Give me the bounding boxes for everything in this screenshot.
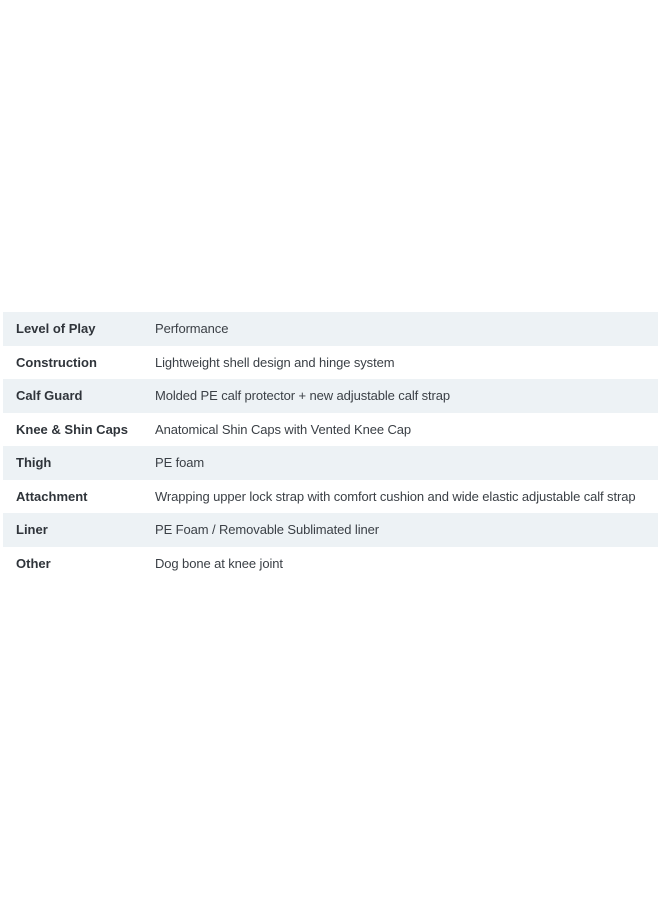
spec-row-calf-guard	[3, 379, 658, 413]
spec-row-other	[3, 547, 658, 581]
spec-value: Lightweight shell design and hinge system	[155, 354, 395, 370]
spec-row-level-of-play	[3, 312, 658, 346]
spec-label: Level of Play	[16, 321, 96, 337]
spec-label: Construction	[16, 354, 97, 370]
spec-row-attachment	[3, 480, 658, 514]
spec-label: Thigh	[16, 455, 52, 471]
spec-value: Anatomical Shin Caps with Vented Knee Cap	[155, 421, 412, 437]
spec-value: Dog bone at knee joint	[155, 555, 283, 571]
spec-label: Liner	[16, 522, 48, 538]
spec-label: Other	[16, 555, 51, 571]
spec-value: Wrapping upper lock strap with comfort cushion and wide elastic adjustable calf strap	[155, 488, 636, 504]
spec-label: Knee & Shin Caps	[16, 421, 128, 437]
spec-value: Performance	[155, 321, 229, 337]
spec-table	[3, 312, 658, 580]
spec-label: Calf Guard	[16, 388, 83, 404]
spec-row-thigh	[3, 446, 658, 480]
spec-row-liner	[3, 513, 658, 547]
spec-row-knee-shin-caps	[3, 413, 658, 447]
spec-value: PE foam	[155, 455, 205, 471]
spec-value: PE Foam / Removable Sublimated liner	[155, 522, 380, 538]
spec-label: Attachment	[16, 488, 88, 504]
spec-row-construction	[3, 346, 658, 380]
spec-value: Molded PE calf protector + new adjustable calf strap	[155, 388, 451, 404]
